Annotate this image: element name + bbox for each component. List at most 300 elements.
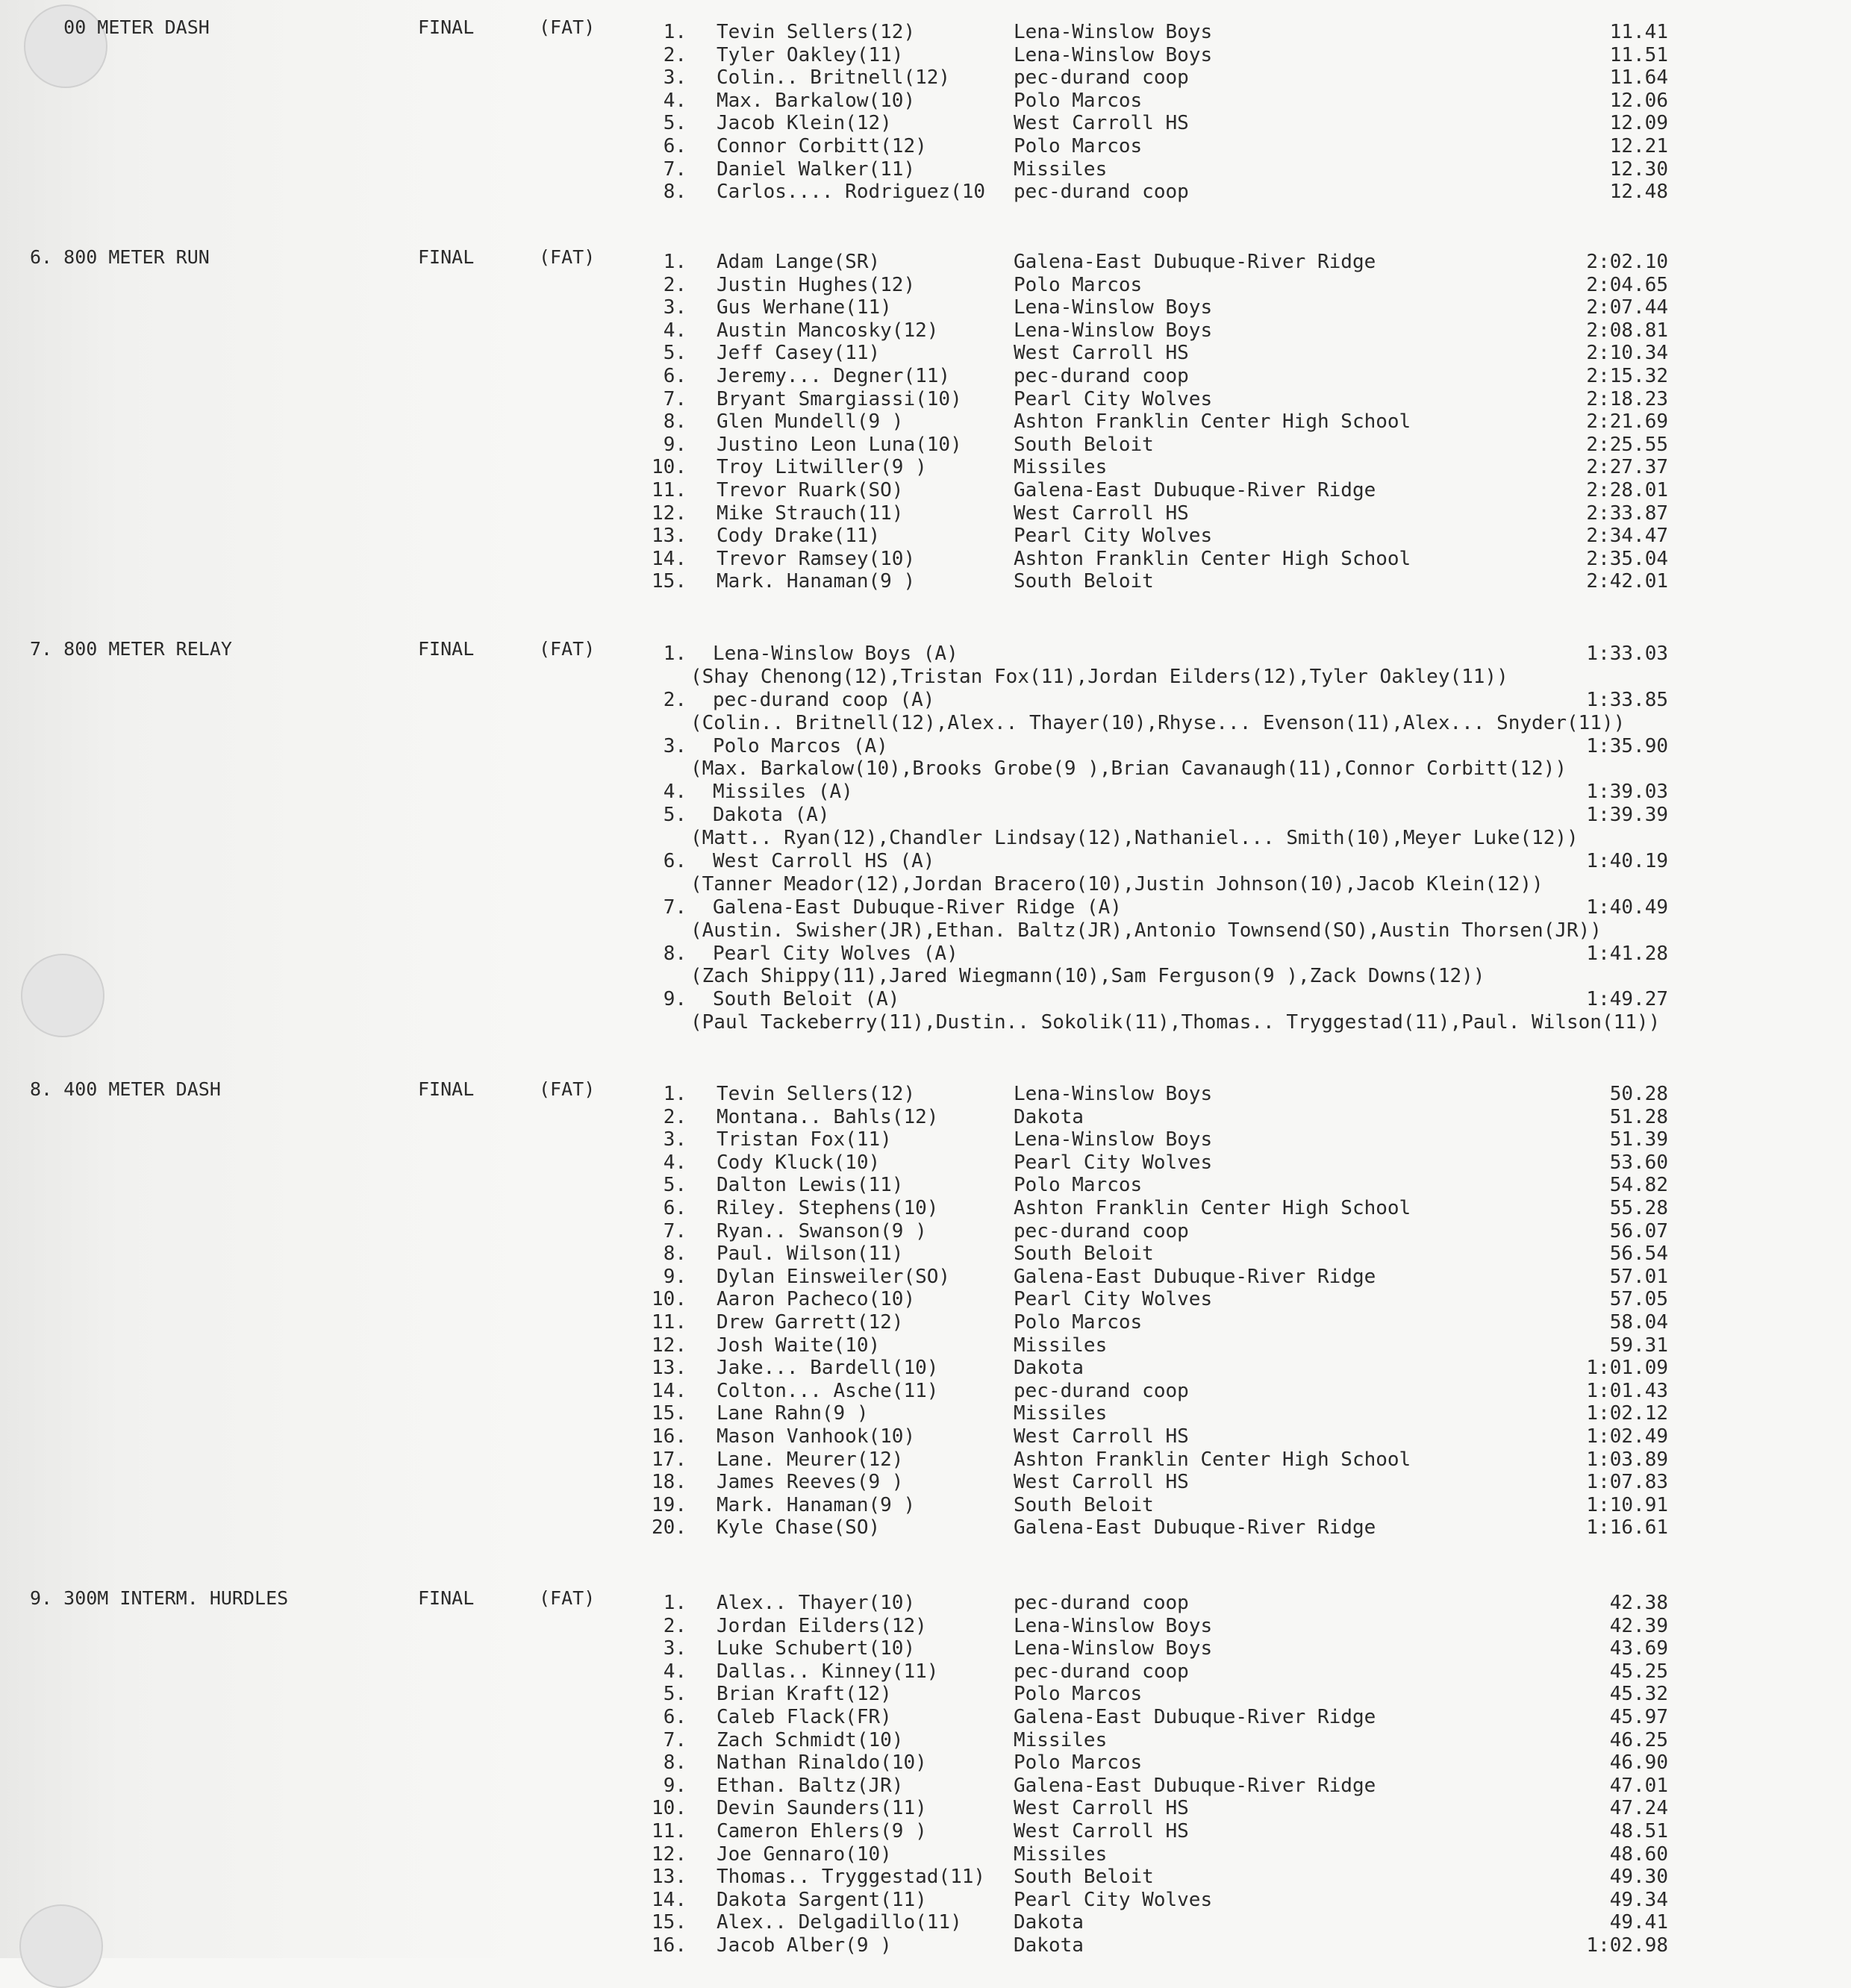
result-place: 4. (663, 319, 687, 342)
athlete-name: Mark. Hanaman(9 ) (717, 570, 916, 593)
result-place: 10. (652, 1797, 687, 1820)
athlete-name: Justino Leon Luna(10) (717, 433, 962, 456)
relay-team-name: South Beloit (A) (713, 988, 900, 1011)
result-place: 3. (663, 734, 687, 757)
team-name: Pearl City Wolves (1014, 387, 1213, 410)
result-mark: 1:40.19 (1586, 849, 1668, 872)
result-place: 12. (652, 501, 687, 525)
athlete-name: Colin.. Britnell(12) (717, 66, 951, 90)
relay-result-row (0, 735, 1851, 758)
result-mark: 2:34.47 (1586, 525, 1668, 548)
result-mark: 54.82 (1609, 1174, 1668, 1197)
team-name: Ashton Franklin Center High School (1014, 547, 1411, 570)
result-mark: 12.21 (1609, 134, 1668, 157)
relay-members-row (0, 873, 1851, 896)
team-name: Polo Marcos (1014, 1751, 1143, 1775)
result-row (0, 525, 1851, 548)
result-place: 16. (652, 1934, 687, 1957)
athlete-name: Caleb Flack(FR) (717, 1705, 892, 1728)
athlete-name: Alex.. Thayer(10) (717, 1592, 916, 1614)
athlete-name: Luke Schubert(10) (717, 1637, 916, 1660)
result-mark: 2:02.10 (1586, 251, 1668, 273)
result-mark: 1:01.09 (1586, 1357, 1668, 1380)
team-name: South Beloit (1014, 1242, 1154, 1266)
result-row (0, 1128, 1851, 1151)
athlete-name: Ryan.. Swanson(9 ) (717, 1219, 927, 1242)
result-place: 5. (663, 1174, 687, 1197)
result-place: 8. (663, 942, 687, 965)
result-place: 20. (652, 1516, 687, 1540)
result-place: 1. (663, 21, 687, 43)
result-place: 9. (663, 988, 687, 1011)
team-name: West Carroll HS (1014, 501, 1189, 525)
athlete-name: Jeremy... Degner(11) (717, 364, 951, 387)
results-list (0, 1592, 1851, 1957)
result-row (0, 1402, 1851, 1425)
result-mark: 2:07.44 (1586, 296, 1668, 319)
result-row (0, 1220, 1851, 1243)
result-place: 7. (663, 895, 687, 919)
result-row (0, 1380, 1851, 1403)
athlete-name: Colton... Asche(11) (717, 1379, 939, 1402)
athlete-name: Dallas.. Kinney(11) (717, 1660, 939, 1683)
result-mark: 48.60 (1609, 1842, 1668, 1866)
athlete-name: Ethan. Baltz(JR) (717, 1774, 904, 1797)
athlete-name: Gus Werhane(11) (717, 296, 892, 319)
athlete-name: Montana.. Bahls(12) (717, 1105, 939, 1128)
result-row (0, 112, 1851, 135)
team-name: Ashton Franklin Center High School (1014, 1196, 1411, 1219)
result-place: 3. (663, 1128, 687, 1151)
result-place: 18. (652, 1471, 687, 1494)
athlete-name: Brian Kraft(12) (717, 1683, 892, 1706)
result-row (0, 548, 1851, 571)
athlete-name: Riley. Stephens(10) (717, 1196, 939, 1219)
result-place: 14. (652, 1379, 687, 1402)
athlete-name: Cody Drake(11) (717, 525, 881, 548)
result-mark: 49.34 (1609, 1888, 1668, 1911)
result-mark: 2:21.69 (1586, 410, 1668, 434)
team-name: Missiles (1014, 1402, 1108, 1425)
result-row (0, 1615, 1851, 1638)
relay-members: (Tanner Meador(12),Jordan Bracero(10),Justin Johnson(10),Jacob Klein(12)) (690, 872, 1543, 895)
results-list (0, 643, 1851, 1034)
result-row (0, 1197, 1851, 1220)
result-row (0, 1151, 1851, 1175)
result-place: 4. (663, 1660, 687, 1683)
athlete-name: Adam Lange(SR) (717, 251, 881, 273)
team-name: Lena-Winslow Boys (1014, 1614, 1213, 1637)
result-row (0, 1311, 1851, 1334)
result-mark: 2:33.87 (1586, 501, 1668, 525)
event-timing: (FAT) (539, 16, 596, 38)
relay-result-row (0, 643, 1851, 666)
result-row (0, 1797, 1851, 1820)
result-mark: 1:16.61 (1586, 1516, 1668, 1540)
result-row (0, 1775, 1851, 1798)
result-place: 5. (663, 804, 687, 827)
result-row (0, 1106, 1851, 1129)
athlete-name: Bryant Smargiassi(10) (717, 387, 962, 410)
result-place: 15. (652, 1402, 687, 1425)
result-row (0, 158, 1851, 181)
event-title: 6. 800 METER RUN (30, 246, 210, 268)
relay-team-name: Polo Marcos (A) (713, 734, 888, 757)
athlete-name: Trevor Ruark(SO) (717, 478, 904, 501)
result-row (0, 1471, 1851, 1494)
result-mark: 2:04.65 (1586, 273, 1668, 296)
relay-team-name: Dakota (A) (713, 804, 830, 827)
team-name: Dakota (1014, 1357, 1084, 1380)
team-name: South Beloit (1014, 433, 1154, 456)
result-mark: 50.28 (1609, 1083, 1668, 1105)
result-mark: 2:42.01 (1586, 570, 1668, 593)
athlete-name: Jacob Alber(9 ) (717, 1934, 892, 1957)
result-row (0, 1266, 1851, 1289)
result-place: 3. (663, 1637, 687, 1660)
team-name: Polo Marcos (1014, 1174, 1143, 1197)
athlete-name: Carlos.... Rodriguez(10 (717, 181, 986, 204)
event-timing: (FAT) (539, 1078, 596, 1100)
relay-members-row (0, 757, 1851, 781)
athlete-name: Lane Rahn(9 ) (717, 1402, 869, 1425)
team-name: Lena-Winslow Boys (1014, 296, 1213, 319)
result-mark: 12.30 (1609, 157, 1668, 181)
relay-members: (Colin.. Britnell(12),Alex.. Thayer(10),Rhyse... Evenson(11),Alex... Snyder(11)) (690, 711, 1626, 734)
result-place: 5. (663, 1683, 687, 1706)
result-mark: 49.30 (1609, 1866, 1668, 1889)
result-row (0, 1706, 1851, 1729)
result-place: 15. (652, 570, 687, 593)
athlete-name: Jacob Klein(12) (717, 112, 892, 135)
result-place: 9. (663, 433, 687, 456)
athlete-name: Cameron Ehlers(9 ) (717, 1819, 927, 1842)
team-name: Lena-Winslow Boys (1014, 1128, 1213, 1151)
athlete-name: Zach Schmidt(10) (717, 1728, 904, 1751)
result-place: 3. (663, 296, 687, 319)
event-title: 9. 300M INTERM. HURDLES (30, 1587, 289, 1609)
athlete-name: Nathan Rinaldo(10) (717, 1751, 927, 1775)
result-place: 8. (663, 410, 687, 434)
result-row (0, 66, 1851, 90)
result-row (0, 1683, 1851, 1706)
result-mark: 12.06 (1609, 89, 1668, 112)
result-row (0, 570, 1851, 593)
event-title: 8. 400 METER DASH (30, 1078, 221, 1100)
team-name: pec-durand coop (1014, 1379, 1189, 1402)
athlete-name: Max. Barkalow(10) (717, 89, 916, 112)
result-row (0, 1592, 1851, 1615)
result-mark: 1:02.49 (1586, 1425, 1668, 1448)
result-place: 6. (663, 364, 687, 387)
result-row (0, 1334, 1851, 1357)
event-timing: (FAT) (539, 246, 596, 268)
result-row (0, 1494, 1851, 1517)
event-round: FINAL (418, 638, 475, 660)
team-name: Galena-East Dubuque-River Ridge (1014, 1705, 1376, 1728)
result-mark: 46.25 (1609, 1728, 1668, 1751)
result-place: 9. (663, 1774, 687, 1797)
result-row (0, 1751, 1851, 1775)
athlete-name: Jake... Bardell(10) (717, 1357, 939, 1380)
event-round: FINAL (418, 1587, 475, 1609)
result-mark: 55.28 (1609, 1196, 1668, 1219)
athlete-name: Aaron Pacheco(10) (717, 1288, 916, 1311)
result-place: 4. (663, 781, 687, 804)
result-place: 8. (663, 1242, 687, 1266)
result-place: 5. (663, 342, 687, 365)
event-round: FINAL (418, 16, 475, 38)
athlete-name: Mike Strauch(11) (717, 501, 904, 525)
result-row (0, 479, 1851, 502)
result-mark: 57.01 (1609, 1265, 1668, 1288)
relay-team-name: Lena-Winslow Boys (A) (713, 643, 958, 665)
team-name: Pearl City Wolves (1014, 1151, 1213, 1174)
athlete-name: Joe Gennaro(10) (717, 1842, 892, 1866)
result-place: 7. (663, 387, 687, 410)
result-row (0, 44, 1851, 67)
result-mark: 45.32 (1609, 1683, 1668, 1706)
relay-members: (Paul Tackeberry(11),Dustin.. Sokolik(11),Thomas.. Tryggestad(11),Paul. Wilson(11)) (690, 1011, 1661, 1034)
athlete-name: Kyle Chase(SO) (717, 1516, 881, 1540)
result-mark: 2:35.04 (1586, 547, 1668, 570)
team-name: Lena-Winslow Boys (1014, 21, 1213, 43)
result-mark: 1:49.27 (1586, 988, 1668, 1011)
result-mark: 12.48 (1609, 181, 1668, 204)
athlete-name: Thomas.. Tryggestad(11) (717, 1866, 986, 1889)
team-name: South Beloit (1014, 570, 1154, 593)
team-name: Pearl City Wolves (1014, 1888, 1213, 1911)
relay-team-name: West Carroll HS (A) (713, 849, 935, 872)
relay-result-row (0, 943, 1851, 966)
result-place: 11. (652, 1819, 687, 1842)
team-name: Missiles (1014, 157, 1108, 181)
athlete-name: Dalton Lewis(11) (717, 1174, 904, 1197)
result-row (0, 388, 1851, 411)
result-mark: 2:15.32 (1586, 364, 1668, 387)
result-place: 6. (663, 134, 687, 157)
result-mark: 47.24 (1609, 1797, 1668, 1820)
result-place: 10. (652, 1288, 687, 1311)
result-row (0, 1448, 1851, 1472)
result-row (0, 1083, 1851, 1106)
athlete-name: Devin Saunders(11) (717, 1797, 927, 1820)
relay-members-row (0, 1011, 1851, 1034)
relay-members: (Austin. Swisher(JR),Ethan. Baltz(JR),Antonio Townsend(SO),Austin Thorsen(JR)) (690, 919, 1602, 942)
result-row (0, 434, 1851, 457)
athlete-name: Lane. Meurer(12) (717, 1448, 904, 1471)
results-list (0, 21, 1851, 204)
team-name: Galena-East Dubuque-River Ridge (1014, 251, 1376, 273)
athlete-name: Alex.. Delgadillo(11) (717, 1911, 962, 1934)
result-row (0, 135, 1851, 158)
team-name: West Carroll HS (1014, 1471, 1189, 1494)
team-name: Lena-Winslow Boys (1014, 319, 1213, 342)
team-name: Dakota (1014, 1934, 1084, 1957)
athlete-name: Jordan Eilders(12) (717, 1614, 927, 1637)
team-name: Polo Marcos (1014, 1310, 1143, 1334)
result-row (0, 1866, 1851, 1889)
result-place: 15. (652, 1911, 687, 1934)
results-list (0, 1083, 1851, 1540)
athlete-name: Tevin Sellers(12) (717, 1083, 916, 1105)
result-row (0, 342, 1851, 365)
relay-members: (Zach Shippy(11),Jared Wiegmann(10),Sam Ferguson(9 ),Zack Downs(12)) (690, 965, 1485, 988)
team-name: Galena-East Dubuque-River Ridge (1014, 1265, 1376, 1288)
team-name: Galena-East Dubuque-River Ridge (1014, 478, 1376, 501)
athlete-name: Josh Waite(10) (717, 1334, 881, 1357)
athlete-name: Mark. Hanaman(9 ) (717, 1493, 916, 1516)
relay-members-row (0, 919, 1851, 943)
result-row (0, 319, 1851, 343)
result-mark: 2:25.55 (1586, 433, 1668, 456)
result-mark: 2:10.34 (1586, 342, 1668, 365)
relay-result-row (0, 988, 1851, 1011)
result-mark: 59.31 (1609, 1334, 1668, 1357)
relay-team-name: Pearl City Wolves (A) (713, 942, 958, 965)
result-mark: 58.04 (1609, 1310, 1668, 1334)
athlete-name: Austin Mancosky(12) (717, 319, 939, 342)
result-mark: 1:33.85 (1586, 688, 1668, 711)
result-place: 13. (652, 525, 687, 548)
relay-team-name: pec-durand coop (A) (713, 688, 935, 711)
athlete-name: James Reeves(9 ) (717, 1471, 904, 1494)
result-row (0, 296, 1851, 319)
result-place: 14. (652, 1888, 687, 1911)
result-place: 2. (663, 688, 687, 711)
team-name: pec-durand coop (1014, 1219, 1189, 1242)
result-place: 9. (663, 1265, 687, 1288)
relay-result-row (0, 804, 1851, 827)
team-name: Missiles (1014, 456, 1108, 479)
result-mark: 49.41 (1609, 1911, 1668, 1934)
result-row (0, 365, 1851, 388)
team-name: Dakota (1014, 1911, 1084, 1934)
team-name: pec-durand coop (1014, 1660, 1189, 1683)
athlete-name: Trevor Ramsey(10) (717, 547, 916, 570)
result-mark: 1:07.83 (1586, 1471, 1668, 1494)
relay-members-row (0, 712, 1851, 735)
result-row (0, 251, 1851, 274)
result-mark: 56.54 (1609, 1242, 1668, 1266)
result-mark: 1:39.39 (1586, 804, 1668, 827)
team-name: Lena-Winslow Boys (1014, 1637, 1213, 1660)
result-mark: 51.39 (1609, 1128, 1668, 1151)
result-place: 6. (663, 1705, 687, 1728)
result-row (0, 21, 1851, 44)
relay-result-row (0, 689, 1851, 712)
result-row (0, 456, 1851, 479)
result-place: 13. (652, 1357, 687, 1380)
result-place: 6. (663, 1196, 687, 1219)
result-row (0, 274, 1851, 297)
result-row (0, 181, 1851, 204)
result-row (0, 1889, 1851, 1912)
team-name: Ashton Franklin Center High School (1014, 1448, 1411, 1471)
team-name: Polo Marcos (1014, 1683, 1143, 1706)
result-place: 19. (652, 1493, 687, 1516)
result-row (0, 1729, 1851, 1752)
result-place: 2. (663, 1614, 687, 1637)
team-name: Polo Marcos (1014, 273, 1143, 296)
result-mark: 1:39.03 (1586, 781, 1668, 804)
result-mark: 1:33.03 (1586, 643, 1668, 665)
team-name: Galena-East Dubuque-River Ridge (1014, 1516, 1376, 1540)
result-row (0, 1660, 1851, 1684)
athlete-name: Tristan Fox(11) (717, 1128, 892, 1151)
team-name: West Carroll HS (1014, 1797, 1189, 1820)
event-round: FINAL (418, 1078, 475, 1100)
team-name: Missiles (1014, 1334, 1108, 1357)
result-mark: 1:40.49 (1586, 895, 1668, 919)
result-mark: 57.05 (1609, 1288, 1668, 1311)
result-place: 1. (663, 251, 687, 273)
relay-result-row (0, 896, 1851, 919)
result-row (0, 1911, 1851, 1934)
team-name: West Carroll HS (1014, 1425, 1189, 1448)
result-mark: 45.25 (1609, 1660, 1668, 1683)
result-mark: 42.39 (1609, 1614, 1668, 1637)
result-mark: 51.28 (1609, 1105, 1668, 1128)
result-row (0, 1843, 1851, 1866)
relay-team-name: Galena-East Dubuque-River Ridge (A) (713, 895, 1122, 919)
result-place: 17. (652, 1448, 687, 1471)
athlete-name: Dakota Sargent(11) (717, 1888, 927, 1911)
result-place: 4. (663, 1151, 687, 1174)
result-mark: 11.51 (1609, 43, 1668, 66)
team-name: South Beloit (1014, 1493, 1154, 1516)
result-place: 1. (663, 1592, 687, 1614)
team-name: Pearl City Wolves (1014, 1288, 1213, 1311)
result-row (0, 1174, 1851, 1197)
result-place: 8. (663, 181, 687, 204)
event-timing: (FAT) (539, 638, 596, 660)
result-place: 4. (663, 89, 687, 112)
result-row (0, 1637, 1851, 1660)
team-name: Dakota (1014, 1105, 1084, 1128)
result-place: 1. (663, 643, 687, 665)
team-name: Missiles (1014, 1728, 1108, 1751)
result-place: 12. (652, 1334, 687, 1357)
relay-members: (Matt.. Ryan(12),Chandler Lindsay(12),Nathaniel... Smith(10),Meyer Luke(12)) (690, 826, 1579, 849)
result-row (0, 410, 1851, 434)
result-mark: 46.90 (1609, 1751, 1668, 1775)
result-place: 13. (652, 1866, 687, 1889)
athlete-name: Troy Litwiller(9 ) (717, 456, 927, 479)
relay-result-row (0, 781, 1851, 804)
athlete-name: Drew Garrett(12) (717, 1310, 904, 1334)
relay-members-row (0, 827, 1851, 850)
result-mark: 12.09 (1609, 112, 1668, 135)
result-place: 11. (652, 478, 687, 501)
team-name: Lena-Winslow Boys (1014, 1083, 1213, 1105)
result-mark: 43.69 (1609, 1637, 1668, 1660)
result-mark: 47.01 (1609, 1774, 1668, 1797)
result-mark: 45.97 (1609, 1705, 1668, 1728)
results-list (0, 251, 1851, 593)
result-place: 1. (663, 1083, 687, 1105)
result-place: 2. (663, 1105, 687, 1128)
result-place: 6. (663, 849, 687, 872)
result-mark: 1:41.28 (1586, 942, 1668, 965)
athlete-name: Daniel Walker(11) (717, 157, 916, 181)
athlete-name: Glen Mundell(9 ) (717, 410, 904, 434)
event-title: 00 METER DASH (30, 16, 210, 38)
relay-members: (Shay Chenong(12),Tristan Fox(11),Jordan Eilders(12),Tyler Oakley(11)) (690, 665, 1508, 688)
team-name: Polo Marcos (1014, 89, 1143, 112)
result-place: 7. (663, 157, 687, 181)
result-row (0, 1934, 1851, 1957)
